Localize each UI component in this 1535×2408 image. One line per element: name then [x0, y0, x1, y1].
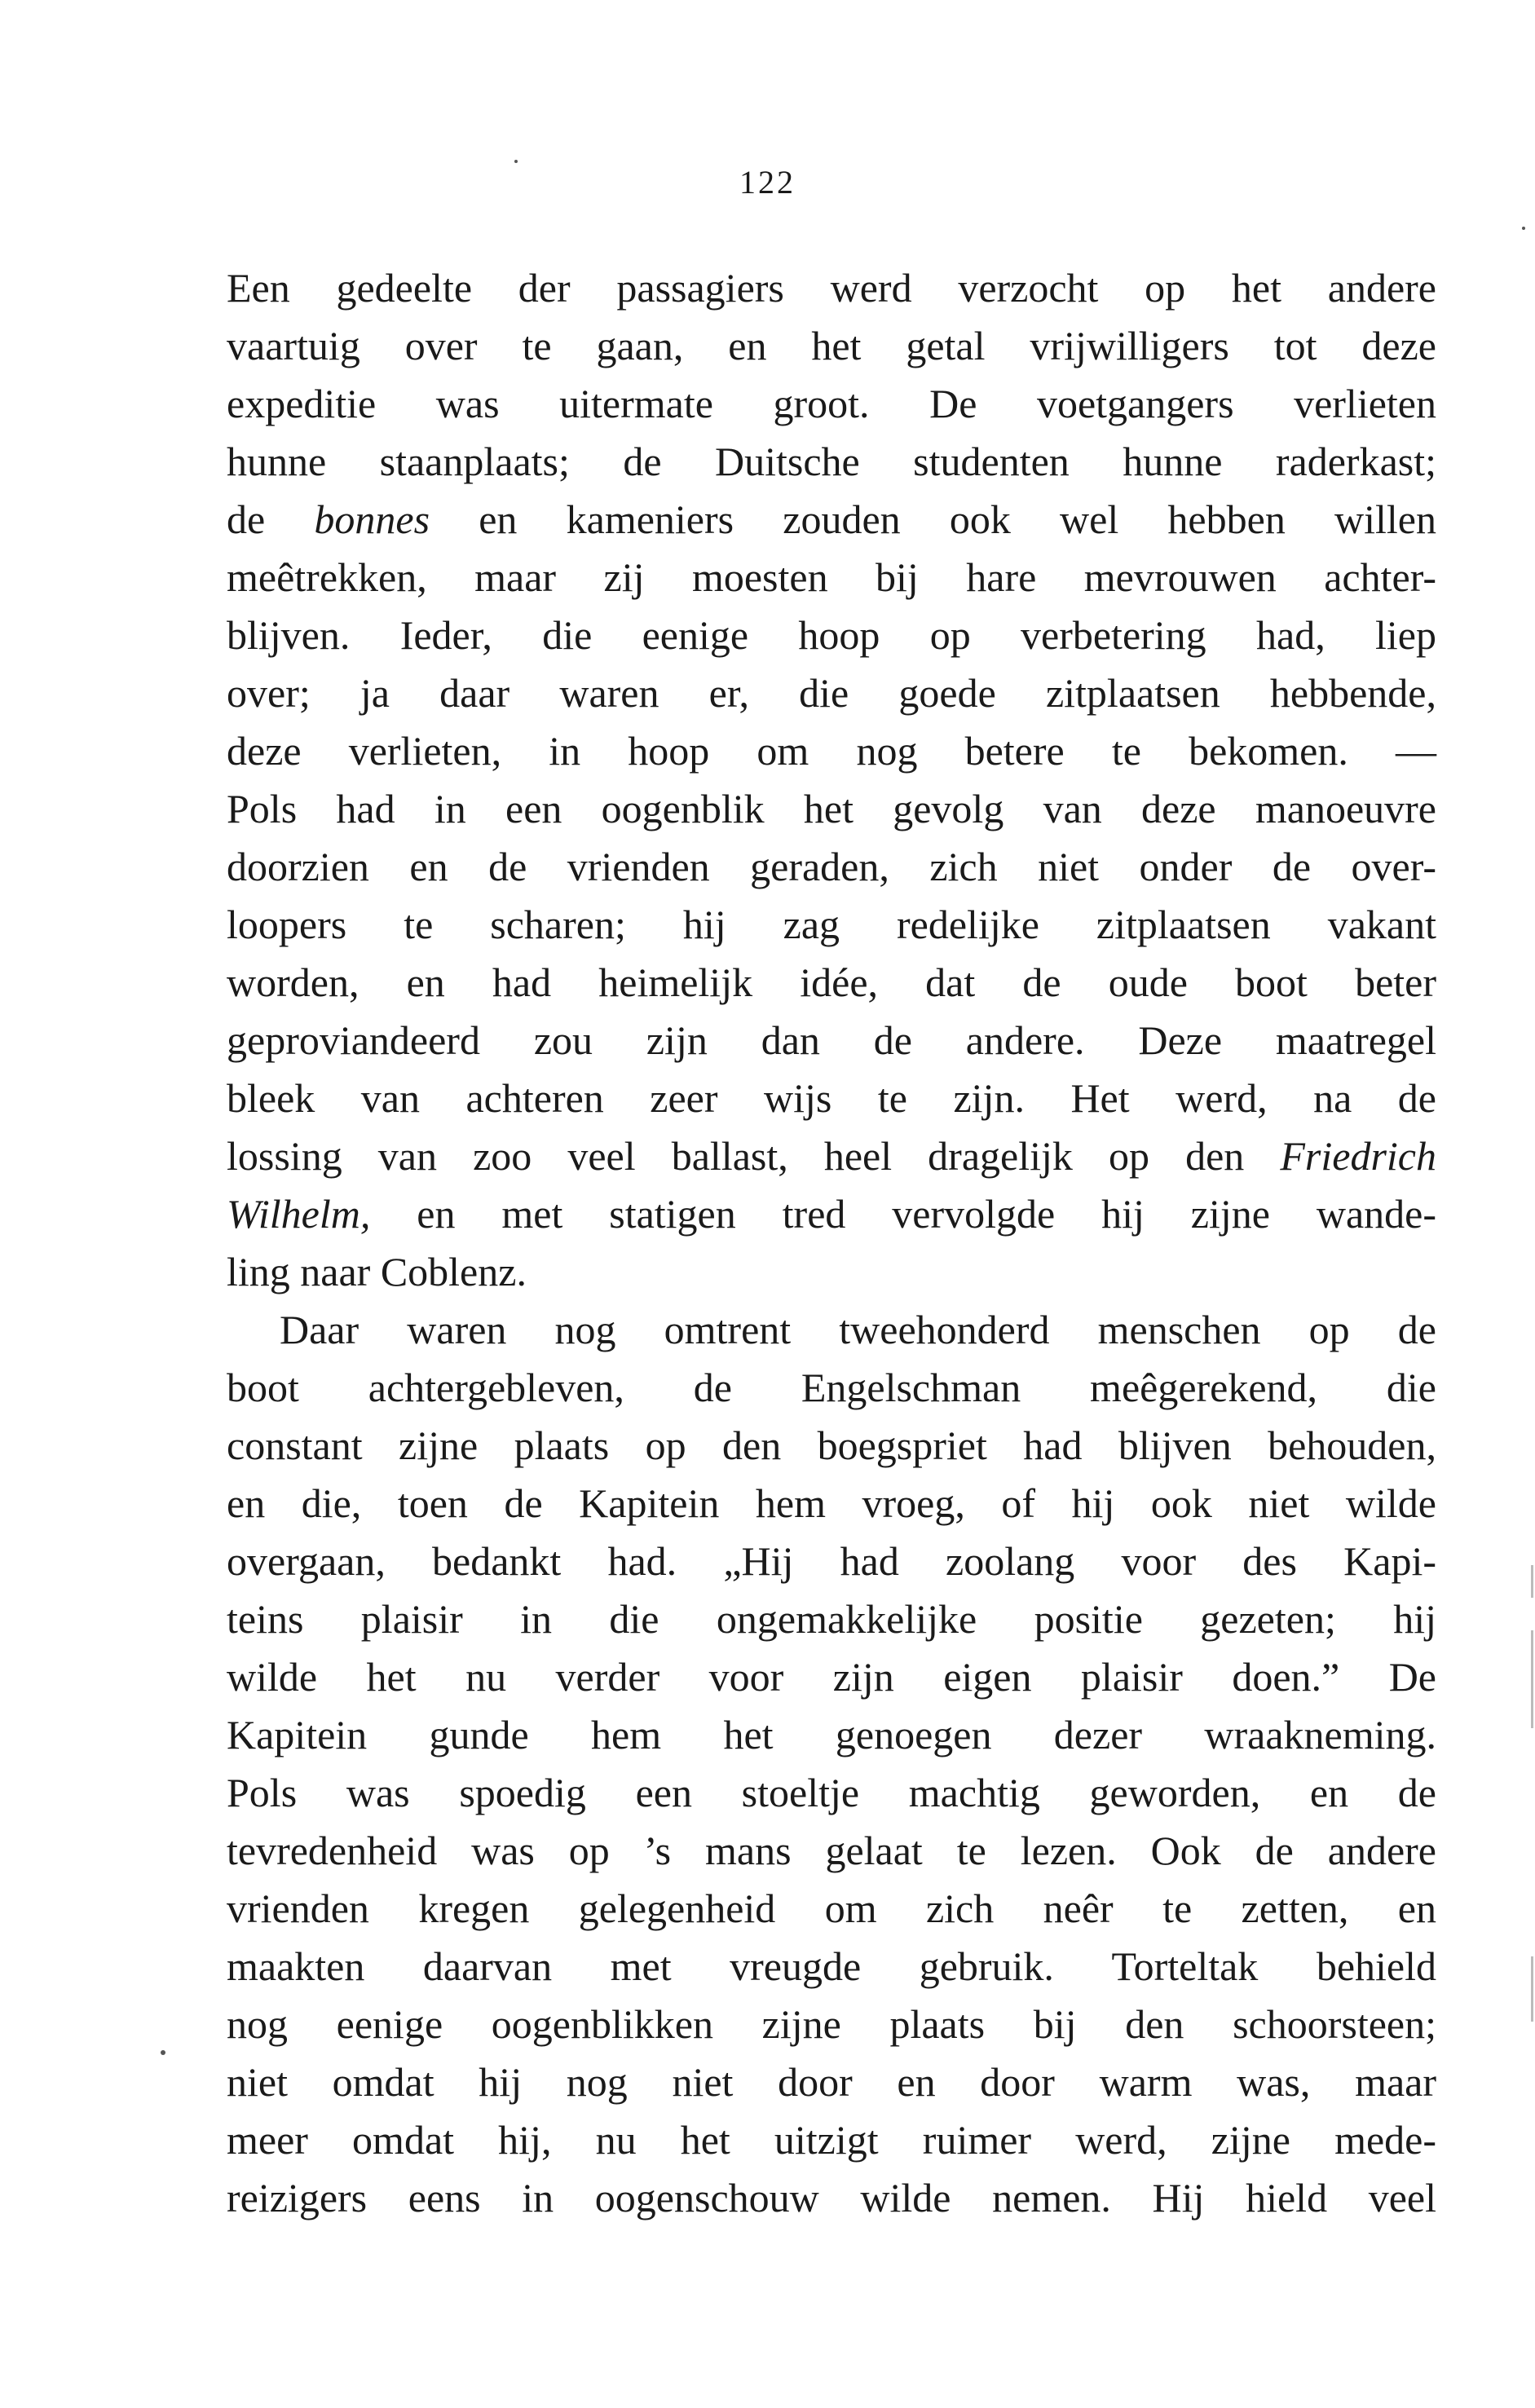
page-edge-shadow	[1531, 1565, 1533, 1598]
text-line	[227, 2111, 1436, 2169]
text-line	[227, 1417, 1436, 1475]
text-run: teins plaisir in die ongemakkelijke positie gezeten; hij	[227, 1596, 1436, 1642]
text-line	[227, 1475, 1436, 1533]
text-line	[227, 491, 1436, 549]
text-line	[227, 722, 1436, 780]
text-run: meer omdat hij, nu het uitzigt ruimer werd, zijne mede-	[227, 2117, 1436, 2163]
text-run: meêtrekken, maar zij moesten bij hare mevrouwen achter-	[227, 554, 1436, 600]
text-run: ling naar Coblenz.	[227, 1249, 527, 1294]
text-run: reizigers eens in oogenschouw wilde nemen. Hij hield veel	[227, 2175, 1436, 2221]
text-line	[227, 1822, 1436, 1880]
page-edge-shadow	[1531, 1630, 1533, 1728]
text-line	[227, 1706, 1436, 1764]
text-line	[227, 2169, 1436, 2227]
text-run: en met statigen tred vervolgde hij zijne wande-	[370, 1191, 1436, 1237]
text-run: expeditie was uitermate groot. De voetgangers verlieten	[227, 381, 1436, 426]
italic-text-run: Friedrich	[1280, 1133, 1436, 1179]
italic-text-run: Wilhelm,	[227, 1191, 371, 1237]
text-run: lossing van zoo veel ballast, heel dragelijk op den	[227, 1133, 1281, 1179]
text-run: blijven. Ieder, die eenige hoop op verbetering had, liep	[227, 612, 1436, 658]
text-line	[227, 1764, 1436, 1822]
text-run: Kapitein gunde hem het genoegen dezer wraakneming.	[227, 1712, 1436, 1757]
scan-speck	[1522, 227, 1525, 230]
text-run: en kameniers zouden ook wel hebben willen	[430, 496, 1436, 542]
text-run: overgaan, bedankt had. „Hij had zoolang voor des Kapi-	[227, 1538, 1436, 1584]
text-line	[227, 1648, 1436, 1706]
text-run: deze verlieten, in hoop om nog betere te bekomen. —	[227, 728, 1436, 774]
text-line	[227, 838, 1436, 896]
text-line	[227, 259, 1436, 317]
text-line	[227, 1590, 1436, 1648]
body-text	[227, 259, 1436, 2227]
text-line	[227, 1359, 1436, 1417]
scan-speck	[161, 2050, 165, 2055]
paragraph	[227, 1301, 1436, 2227]
text-line	[227, 2053, 1436, 2111]
text-run: boot achtergebleven, de Engelschman meêgerekend, die	[227, 1365, 1436, 1410]
text-run: Daar waren nog omtrent tweehonderd menschen op de	[280, 1307, 1436, 1352]
text-run: doorzien en de vrienden geraden, zich niet onder de over-	[227, 844, 1436, 889]
paragraph	[227, 259, 1436, 1301]
text-line	[227, 1127, 1436, 1185]
text-run: geproviandeerd zou zijn dan de andere. Deze maatregel	[227, 1017, 1436, 1063]
text-run: over; ja daar waren er, die goede zitplaatsen hebbende,	[227, 670, 1436, 716]
text-line	[227, 1938, 1436, 1996]
text-run: maakten daarvan met vreugde gebruik. Torteltak behield	[227, 1943, 1436, 1989]
text-run: loopers te scharen; hij zag redelijke zitplaatsen vakant	[227, 902, 1436, 947]
text-line	[227, 1012, 1436, 1069]
text-line	[227, 664, 1436, 722]
text-run: Pols was spoedig een stoeltje machtig geworden, en de	[227, 1770, 1436, 1815]
text-run: de	[227, 496, 315, 542]
scan-speck	[514, 160, 518, 163]
text-line	[227, 954, 1436, 1012]
text-line	[227, 375, 1436, 433]
text-line	[227, 1880, 1436, 1938]
text-line	[227, 780, 1436, 838]
text-line	[227, 1243, 1436, 1301]
text-run: tevredenheid was op ’s mans gelaat te lezen. Ook de andere	[227, 1828, 1436, 1873]
text-line	[227, 433, 1436, 491]
text-line	[227, 1185, 1436, 1243]
text-run: wilde het nu verder voor zijn eigen plaisir doen.” De	[227, 1654, 1436, 1700]
page-edge-shadow	[1531, 1956, 1533, 2022]
text-run: vrienden kregen gelegenheid om zich neêr te zetten, en	[227, 1885, 1436, 1931]
text-run: constant zijne plaats op den boegspriet had blijven behouden,	[227, 1422, 1436, 1468]
text-line	[227, 896, 1436, 954]
text-run: Pols had in een oogenblik het gevolg van deze manoeuvre	[227, 786, 1436, 831]
text-run: bleek van achteren zeer wijs te zijn. Het werd, na de	[227, 1075, 1436, 1121]
text-line	[227, 1996, 1436, 2053]
text-line	[227, 1533, 1436, 1590]
text-run: en die, toen de Kapitein hem vroeg, of hij ook niet wilde	[227, 1480, 1436, 1526]
text-run: niet omdat hij nog niet door en door warm was, maar	[227, 2059, 1436, 2105]
text-run: vaartuig over te gaan, en het getal vrijwilligers tot deze	[227, 323, 1436, 368]
text-run: Een gedeelte der passagiers werd verzocht op het andere	[227, 265, 1436, 311]
text-line	[227, 317, 1436, 375]
text-line	[227, 606, 1436, 664]
text-run: worden, en had heimelijk idée, dat de oude boot beter	[227, 959, 1436, 1005]
text-line	[227, 549, 1436, 606]
text-line	[227, 1301, 1436, 1359]
italic-text-run: bonnes	[314, 496, 430, 542]
text-line	[227, 1069, 1436, 1127]
text-run: hunne staanplaats; de Duitsche studenten hunne raderkast;	[227, 439, 1436, 484]
page-number: 122	[739, 164, 796, 201]
text-run: nog eenige oogenblikken zijne plaats bij den schoorsteen;	[227, 2001, 1436, 2047]
